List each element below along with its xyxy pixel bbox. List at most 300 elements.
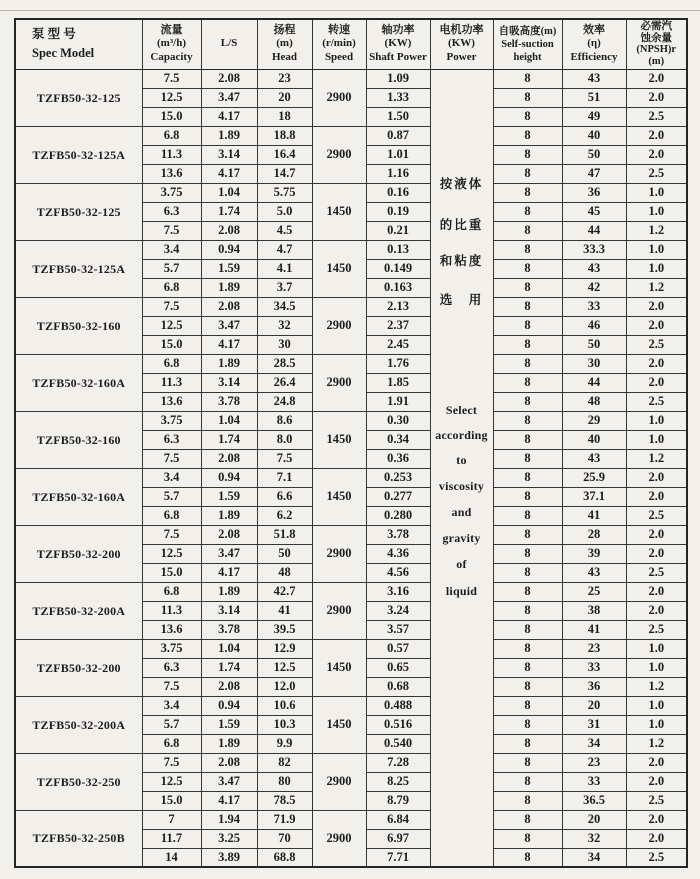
head-cell: 28.5 xyxy=(257,354,312,373)
capacity-cell: 6.8 xyxy=(142,734,201,753)
col-header-suction xyxy=(493,19,562,69)
liters-per-second-cell: 1.89 xyxy=(201,582,257,601)
liters-per-second-cell: 1.59 xyxy=(201,487,257,506)
page-top-rule xyxy=(0,10,700,11)
capacity-cell: 3.75 xyxy=(142,639,201,658)
npsh-cell: 2.0 xyxy=(626,145,687,164)
self-suction-cell: 8 xyxy=(493,221,562,240)
efficiency-cell: 46 xyxy=(562,316,626,335)
self-suction-cell: 8 xyxy=(493,164,562,183)
head-cell: 42.7 xyxy=(257,582,312,601)
self-suction-cell: 8 xyxy=(493,259,562,278)
head-cell: 78.5 xyxy=(257,791,312,810)
shaft-power-cell: 2.13 xyxy=(366,297,430,316)
shaft-power-cell: 3.16 xyxy=(366,582,430,601)
head-cell: 7.1 xyxy=(257,468,312,487)
npsh-cell: 2.5 xyxy=(626,620,687,639)
liters-per-second-cell: 1.94 xyxy=(201,810,257,829)
header-line: Efficiency xyxy=(570,51,618,64)
table-row xyxy=(15,411,687,430)
efficiency-cell: 36 xyxy=(562,677,626,696)
model-cell: TZFB50-32-200 xyxy=(15,525,142,582)
capacity-cell: 7.5 xyxy=(142,221,201,240)
header-line: 蚀余量 xyxy=(640,32,672,44)
shaft-power-cell: 0.19 xyxy=(366,202,430,221)
capacity-cell: 5.7 xyxy=(142,487,201,506)
model-cell: TZFB50-32-200A xyxy=(15,582,142,639)
npsh-cell: 2.0 xyxy=(626,354,687,373)
capacity-cell: 12.5 xyxy=(142,544,201,563)
self-suction-cell: 8 xyxy=(493,696,562,715)
liters-per-second-cell: 1.04 xyxy=(201,183,257,202)
capacity-cell: 6.8 xyxy=(142,506,201,525)
efficiency-cell: 43 xyxy=(562,69,626,88)
table-row xyxy=(15,240,687,259)
shaft-power-cell: 3.78 xyxy=(366,525,430,544)
speed-cell: 1450 xyxy=(312,639,366,696)
table-row xyxy=(15,582,687,601)
npsh-cell: 2.0 xyxy=(626,69,687,88)
head-cell: 26.4 xyxy=(257,373,312,392)
head-cell: 48 xyxy=(257,563,312,582)
table-row xyxy=(15,69,687,88)
head-cell: 12.9 xyxy=(257,639,312,658)
npsh-cell: 2.0 xyxy=(626,525,687,544)
liters-per-second-cell: 3.14 xyxy=(201,601,257,620)
efficiency-cell: 50 xyxy=(562,145,626,164)
efficiency-cell: 42 xyxy=(562,278,626,297)
head-cell: 80 xyxy=(257,772,312,791)
npsh-cell: 1.2 xyxy=(626,734,687,753)
header-line: (KW) xyxy=(384,37,412,50)
capacity-cell: 7.5 xyxy=(142,525,201,544)
header-line: 效率 xyxy=(583,23,605,36)
capacity-cell: 6.3 xyxy=(142,430,201,449)
header-line: L/S xyxy=(220,37,238,50)
model-cell: TZFB50-32-200 xyxy=(15,639,142,696)
efficiency-cell: 23 xyxy=(562,753,626,772)
capacity-cell: 12.5 xyxy=(142,316,201,335)
header-line: Capacity xyxy=(150,51,193,64)
self-suction-cell: 8 xyxy=(493,582,562,601)
head-cell: 50 xyxy=(257,544,312,563)
npsh-cell: 2.0 xyxy=(626,88,687,107)
capacity-cell: 11.3 xyxy=(142,373,201,392)
liters-per-second-cell: 3.47 xyxy=(201,544,257,563)
npsh-cell: 2.5 xyxy=(626,563,687,582)
npsh-cell: 2.0 xyxy=(626,126,687,145)
self-suction-cell: 8 xyxy=(493,734,562,753)
power-note-line: 的比重 xyxy=(439,217,484,232)
speed-cell: 2900 xyxy=(312,69,366,126)
npsh-cell: 2.5 xyxy=(626,848,687,867)
self-suction-cell: 8 xyxy=(493,658,562,677)
speed-cell: 2900 xyxy=(312,297,366,354)
self-suction-cell: 8 xyxy=(493,677,562,696)
speed-cell: 1450 xyxy=(312,468,366,525)
capacity-cell: 7.5 xyxy=(142,449,201,468)
shaft-power-cell: 1.33 xyxy=(366,88,430,107)
shaft-power-cell: 1.76 xyxy=(366,354,430,373)
efficiency-cell: 36.5 xyxy=(562,791,626,810)
shaft-power-cell: 0.65 xyxy=(366,658,430,677)
efficiency-cell: 34 xyxy=(562,734,626,753)
speed-cell: 1450 xyxy=(312,183,366,240)
capacity-cell: 13.6 xyxy=(142,164,201,183)
self-suction-cell: 8 xyxy=(493,183,562,202)
shaft-power-cell: 7.28 xyxy=(366,753,430,772)
efficiency-cell: 43 xyxy=(562,449,626,468)
self-suction-cell: 8 xyxy=(493,449,562,468)
model-cell: TZFB50-32-250B xyxy=(15,810,142,867)
npsh-cell: 2.0 xyxy=(626,487,687,506)
npsh-cell: 1.2 xyxy=(626,221,687,240)
capacity-cell: 11.3 xyxy=(142,145,201,164)
self-suction-cell: 8 xyxy=(493,278,562,297)
head-cell: 12.0 xyxy=(257,677,312,696)
capacity-cell: 15.0 xyxy=(142,335,201,354)
model-cell: TZFB50-32-125A xyxy=(15,126,142,183)
self-suction-cell: 8 xyxy=(493,639,562,658)
efficiency-cell: 41 xyxy=(562,506,626,525)
shaft-power-cell: 3.57 xyxy=(366,620,430,639)
liters-per-second-cell: 2.08 xyxy=(201,69,257,88)
power-note-line: to xyxy=(456,452,467,467)
efficiency-cell: 38 xyxy=(562,601,626,620)
liters-per-second-cell: 1.89 xyxy=(201,506,257,525)
power-note-cell xyxy=(430,69,493,867)
shaft-power-cell: 4.56 xyxy=(366,563,430,582)
npsh-cell: 2.5 xyxy=(626,392,687,411)
efficiency-cell: 49 xyxy=(562,107,626,126)
shaft-power-cell: 2.37 xyxy=(366,316,430,335)
self-suction-cell: 8 xyxy=(493,430,562,449)
head-cell: 8.6 xyxy=(257,411,312,430)
speed-cell: 1450 xyxy=(312,411,366,468)
head-cell: 5.0 xyxy=(257,202,312,221)
self-suction-cell: 8 xyxy=(493,202,562,221)
shaft-power-cell: 2.45 xyxy=(366,335,430,354)
efficiency-cell: 33.3 xyxy=(562,240,626,259)
capacity-cell: 3.75 xyxy=(142,411,201,430)
liters-per-second-cell: 1.59 xyxy=(201,715,257,734)
liters-per-second-cell: 3.89 xyxy=(201,848,257,867)
header-line: Speed xyxy=(324,51,354,64)
efficiency-cell: 34 xyxy=(562,848,626,867)
npsh-cell: 1.0 xyxy=(626,639,687,658)
liters-per-second-cell: 3.14 xyxy=(201,373,257,392)
speed-cell: 1450 xyxy=(312,696,366,753)
table-row xyxy=(15,183,687,202)
shaft-power-cell: 0.34 xyxy=(366,430,430,449)
head-cell: 18.8 xyxy=(257,126,312,145)
model-cell: TZFB50-32-160A xyxy=(15,354,142,411)
self-suction-cell: 8 xyxy=(493,601,562,620)
header-line: 必需汽 xyxy=(640,20,672,32)
efficiency-cell: 40 xyxy=(562,430,626,449)
speed-cell: 1450 xyxy=(312,240,366,297)
header-line: Self-suction xyxy=(501,38,554,50)
shaft-power-cell: 0.516 xyxy=(366,715,430,734)
capacity-cell: 6.8 xyxy=(142,126,201,145)
liters-per-second-cell: 1.74 xyxy=(201,658,257,677)
shaft-power-cell: 3.24 xyxy=(366,601,430,620)
self-suction-cell: 8 xyxy=(493,354,562,373)
model-cell: TZFB50-32-160 xyxy=(15,297,142,354)
col-header-ls xyxy=(201,19,257,69)
capacity-cell: 11.3 xyxy=(142,601,201,620)
capacity-cell: 7 xyxy=(142,810,201,829)
liters-per-second-cell: 1.74 xyxy=(201,430,257,449)
npsh-cell: 2.5 xyxy=(626,335,687,354)
header-line: 扬程 xyxy=(273,23,296,36)
shaft-power-cell: 0.87 xyxy=(366,126,430,145)
liters-per-second-cell: 3.47 xyxy=(201,316,257,335)
efficiency-cell: 43 xyxy=(562,259,626,278)
head-cell: 82 xyxy=(257,753,312,772)
liters-per-second-cell: 4.17 xyxy=(201,335,257,354)
npsh-cell: 1.0 xyxy=(626,658,687,677)
header-line: 电机功率 xyxy=(439,23,484,36)
npsh-cell: 1.0 xyxy=(626,430,687,449)
liters-per-second-cell: 0.94 xyxy=(201,240,257,259)
head-cell: 10.3 xyxy=(257,715,312,734)
shaft-power-cell: 1.16 xyxy=(366,164,430,183)
model-cell: TZFB50-32-125 xyxy=(15,69,142,126)
table-row xyxy=(15,525,687,544)
head-cell: 7.5 xyxy=(257,449,312,468)
efficiency-cell: 50 xyxy=(562,335,626,354)
efficiency-cell: 45 xyxy=(562,202,626,221)
head-cell: 24.8 xyxy=(257,392,312,411)
npsh-cell: 2.0 xyxy=(626,373,687,392)
liters-per-second-cell: 0.94 xyxy=(201,468,257,487)
npsh-cell: 2.0 xyxy=(626,753,687,772)
capacity-cell: 6.8 xyxy=(142,582,201,601)
shaft-power-cell: 4.36 xyxy=(366,544,430,563)
npsh-cell: 1.0 xyxy=(626,183,687,202)
head-cell: 4.5 xyxy=(257,221,312,240)
self-suction-cell: 8 xyxy=(493,506,562,525)
head-cell: 10.6 xyxy=(257,696,312,715)
efficiency-cell: 29 xyxy=(562,411,626,430)
liters-per-second-cell: 2.08 xyxy=(201,753,257,772)
efficiency-cell: 33 xyxy=(562,658,626,677)
header-line: (η) xyxy=(587,37,601,50)
liters-per-second-cell: 4.17 xyxy=(201,164,257,183)
liters-per-second-cell: 3.78 xyxy=(201,620,257,639)
liters-per-second-cell: 0.94 xyxy=(201,696,257,715)
liters-per-second-cell: 4.17 xyxy=(201,791,257,810)
self-suction-cell: 8 xyxy=(493,544,562,563)
table-body xyxy=(15,69,687,867)
col-header-speed xyxy=(312,19,366,69)
table-row xyxy=(15,696,687,715)
liters-per-second-cell: 1.89 xyxy=(201,354,257,373)
efficiency-cell: 20 xyxy=(562,810,626,829)
col-header-power xyxy=(430,19,493,69)
shaft-power-cell: 0.36 xyxy=(366,449,430,468)
shaft-power-cell: 0.13 xyxy=(366,240,430,259)
model-cell: TZFB50-32-160A xyxy=(15,468,142,525)
header-line: (KW) xyxy=(448,37,475,50)
npsh-cell: 2.0 xyxy=(626,810,687,829)
capacity-cell: 7.5 xyxy=(142,69,201,88)
power-note-line: 按液体 xyxy=(439,176,484,191)
npsh-cell: 1.0 xyxy=(626,240,687,259)
liters-per-second-cell: 2.08 xyxy=(201,677,257,696)
self-suction-cell: 8 xyxy=(493,88,562,107)
capacity-cell: 15.0 xyxy=(142,791,201,810)
efficiency-cell: 33 xyxy=(562,772,626,791)
capacity-cell: 6.8 xyxy=(142,278,201,297)
speed-cell: 2900 xyxy=(312,126,366,183)
header-line: 自吸高度(m) xyxy=(498,25,557,37)
table-row xyxy=(15,468,687,487)
efficiency-cell: 39 xyxy=(562,544,626,563)
model-cell: TZFB50-32-125 xyxy=(15,183,142,240)
header-line: Power xyxy=(446,51,477,64)
efficiency-cell: 28 xyxy=(562,525,626,544)
shaft-power-cell: 0.21 xyxy=(366,221,430,240)
head-cell: 6.2 xyxy=(257,506,312,525)
capacity-cell: 15.0 xyxy=(142,563,201,582)
self-suction-cell: 8 xyxy=(493,829,562,848)
liters-per-second-cell: 1.89 xyxy=(201,278,257,297)
capacity-cell: 13.6 xyxy=(142,392,201,411)
model-cell: TZFB50-32-160 xyxy=(15,411,142,468)
power-note-line: Select xyxy=(445,402,478,417)
self-suction-cell: 8 xyxy=(493,297,562,316)
head-cell: 41 xyxy=(257,601,312,620)
shaft-power-cell: 0.540 xyxy=(366,734,430,753)
power-note-line: viscosity xyxy=(438,478,485,493)
npsh-cell: 2.5 xyxy=(626,791,687,810)
npsh-cell: 2.5 xyxy=(626,107,687,126)
efficiency-cell: 23 xyxy=(562,639,626,658)
header-line: (m³/h) xyxy=(157,37,186,50)
liters-per-second-cell: 2.08 xyxy=(201,221,257,240)
head-cell: 71.9 xyxy=(257,810,312,829)
npsh-cell: 2.0 xyxy=(626,582,687,601)
shaft-power-cell: 6.97 xyxy=(366,829,430,848)
npsh-cell: 1.2 xyxy=(626,278,687,297)
capacity-cell: 12.5 xyxy=(142,772,201,791)
capacity-cell: 7.5 xyxy=(142,297,201,316)
head-cell: 16.4 xyxy=(257,145,312,164)
model-cell: TZFB50-32-250 xyxy=(15,753,142,810)
liters-per-second-cell: 2.08 xyxy=(201,449,257,468)
liters-per-second-cell: 1.89 xyxy=(201,126,257,145)
efficiency-cell: 25.9 xyxy=(562,468,626,487)
efficiency-cell: 43 xyxy=(562,563,626,582)
npsh-cell: 1.2 xyxy=(626,449,687,468)
power-note-line: and xyxy=(451,504,472,519)
self-suction-cell: 8 xyxy=(493,468,562,487)
shaft-power-cell: 1.91 xyxy=(366,392,430,411)
capacity-cell: 3.75 xyxy=(142,183,201,202)
shaft-power-cell: 0.16 xyxy=(366,183,430,202)
header-line: 转速 xyxy=(328,23,350,36)
liters-per-second-cell: 1.74 xyxy=(201,202,257,221)
npsh-cell: 2.5 xyxy=(626,164,687,183)
shaft-power-cell: 0.253 xyxy=(366,468,430,487)
self-suction-cell: 8 xyxy=(493,772,562,791)
head-cell: 4.1 xyxy=(257,259,312,278)
npsh-cell: 2.0 xyxy=(626,772,687,791)
efficiency-cell: 44 xyxy=(562,373,626,392)
head-cell: 8.0 xyxy=(257,430,312,449)
model-cell: TZFB50-32-125A xyxy=(15,240,142,297)
head-cell: 30 xyxy=(257,335,312,354)
power-note-line: liquid xyxy=(445,583,478,598)
efficiency-cell: 40 xyxy=(562,126,626,145)
efficiency-cell: 44 xyxy=(562,221,626,240)
header-line: Shaft Power xyxy=(369,51,427,64)
self-suction-cell: 8 xyxy=(493,145,562,164)
self-suction-cell: 8 xyxy=(493,525,562,544)
col-header-npsh xyxy=(626,19,687,69)
liters-per-second-cell: 1.04 xyxy=(201,411,257,430)
table-row xyxy=(15,753,687,772)
capacity-cell: 5.7 xyxy=(142,259,201,278)
shaft-power-cell: 8.25 xyxy=(366,772,430,791)
shaft-power-cell: 0.280 xyxy=(366,506,430,525)
npsh-cell: 1.0 xyxy=(626,715,687,734)
head-cell: 51.8 xyxy=(257,525,312,544)
efficiency-cell: 48 xyxy=(562,392,626,411)
table-row xyxy=(15,297,687,316)
shaft-power-cell: 8.79 xyxy=(366,791,430,810)
liters-per-second-cell: 3.47 xyxy=(201,88,257,107)
liters-per-second-cell: 3.25 xyxy=(201,829,257,848)
npsh-cell: 2.0 xyxy=(626,468,687,487)
shaft-power-cell: 6.84 xyxy=(366,810,430,829)
efficiency-cell: 30 xyxy=(562,354,626,373)
self-suction-cell: 8 xyxy=(493,848,562,867)
capacity-cell: 7.5 xyxy=(142,753,201,772)
liters-per-second-cell: 2.08 xyxy=(201,525,257,544)
header-line: Head xyxy=(271,51,298,64)
capacity-cell: 3.4 xyxy=(142,696,201,715)
self-suction-cell: 8 xyxy=(493,392,562,411)
shaft-power-cell: 0.163 xyxy=(366,278,430,297)
power-note-line: gravity xyxy=(442,530,481,545)
efficiency-cell: 41 xyxy=(562,620,626,639)
shaft-power-cell: 1.09 xyxy=(366,69,430,88)
power-note-line: 和粘度 xyxy=(439,253,484,268)
table-row xyxy=(15,126,687,145)
head-cell: 23 xyxy=(257,69,312,88)
npsh-cell: 2.5 xyxy=(626,506,687,525)
self-suction-cell: 8 xyxy=(493,791,562,810)
head-cell: 4.7 xyxy=(257,240,312,259)
capacity-cell: 15.0 xyxy=(142,107,201,126)
liters-per-second-cell: 3.14 xyxy=(201,145,257,164)
capacity-cell: 3.4 xyxy=(142,240,201,259)
npsh-cell: 1.2 xyxy=(626,677,687,696)
table-row xyxy=(15,639,687,658)
power-note-line: according xyxy=(435,427,488,442)
npsh-cell: 2.0 xyxy=(626,829,687,848)
self-suction-cell: 8 xyxy=(493,126,562,145)
head-cell: 3.7 xyxy=(257,278,312,297)
capacity-cell: 6.8 xyxy=(142,354,201,373)
model-cell: TZFB50-32-200A xyxy=(15,696,142,753)
head-cell: 70 xyxy=(257,829,312,848)
shaft-power-cell: 7.71 xyxy=(366,848,430,867)
head-cell: 32 xyxy=(257,316,312,335)
